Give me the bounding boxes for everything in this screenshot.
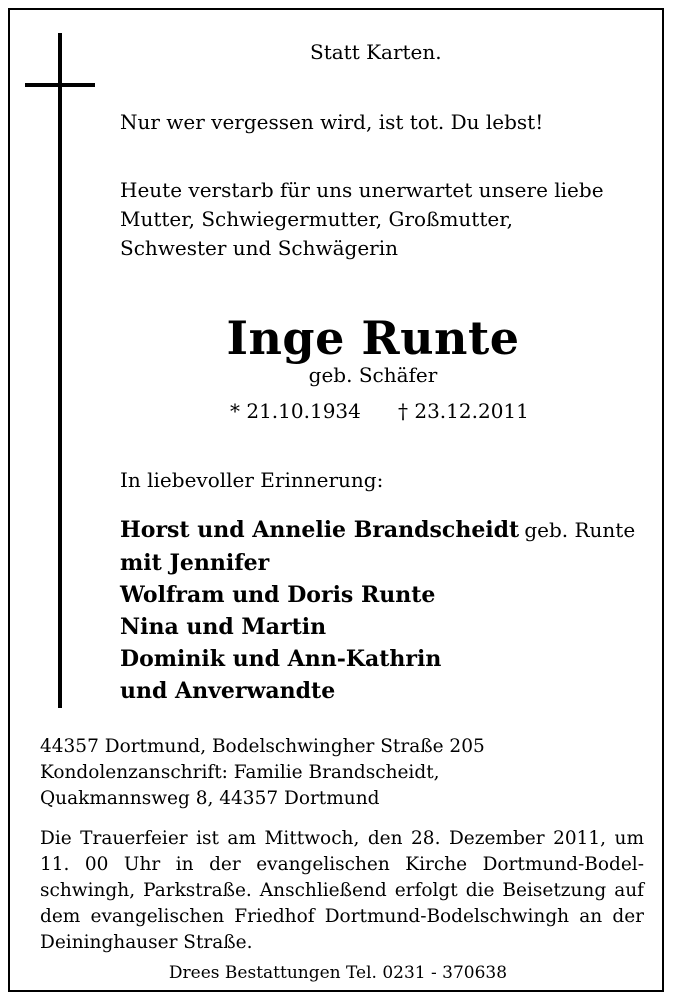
birth-date: * 21.10.1934 [230,399,361,423]
mourner-line-5: Dominik und Ann-Kathrin [120,646,442,672]
ceremony-text: Die Trauerfeier ist am Mittwoch, den 28. Dezember 2011, um 11. 00 Uhr in der evangelischen Kirche Dortmund-Bodelschwingh, Parkstraße. Anschließend erfolgt die Beisetzung auf dem evangelischen Friedhof Dortmund-Bodelschwingh an der Deininghauser Straße. [40,828,644,953]
mourner-line-2: mit Jennifer [120,550,270,576]
mourner-line-1-names: Horst und Annelie Brandscheidt [120,517,520,543]
remembrance: In liebevoller Erinnerung: [120,468,384,492]
intro-line-2: Mutter, Schwiegermutter, Großmutter, [120,207,513,231]
undertaker-contact: Drees Bestattungen Tel. 0231 - 370638 [168,963,508,983]
mourner-line-3: Wolfram und Doris Runte [120,582,436,608]
death-date: † 23.12.2011 [398,399,529,423]
mourner-line-1 [120,519,635,541]
mourner-line-4: Nina und Martin [120,614,327,640]
statt-karten: Statt Karten. [310,40,442,64]
deceased-name: Inge Runte [226,311,520,365]
address-line-2: Kondolenzanschrift: Familie Brandscheidt, [40,762,440,783]
address-line-3: Quakmannsweg 8, 44357 Dortmund [40,788,380,809]
address-line-1: 44357 Dortmund, Bodelschwingher Straße 205 [40,736,485,757]
maiden-name: geb. Schäfer [308,363,438,387]
mourner-line-1-maiden: geb. Runte [524,518,636,542]
cross-icon-horizontal [25,83,95,87]
intro-line-1: Heute verstarb für uns unerwartet unsere liebe [120,178,604,202]
mourner-line-6: und Anverwandte [120,678,336,704]
quote: Nur wer vergessen wird, ist tot. Du lebst! [120,110,544,134]
intro-line-3: Schwester und Schwägerin [120,236,399,260]
